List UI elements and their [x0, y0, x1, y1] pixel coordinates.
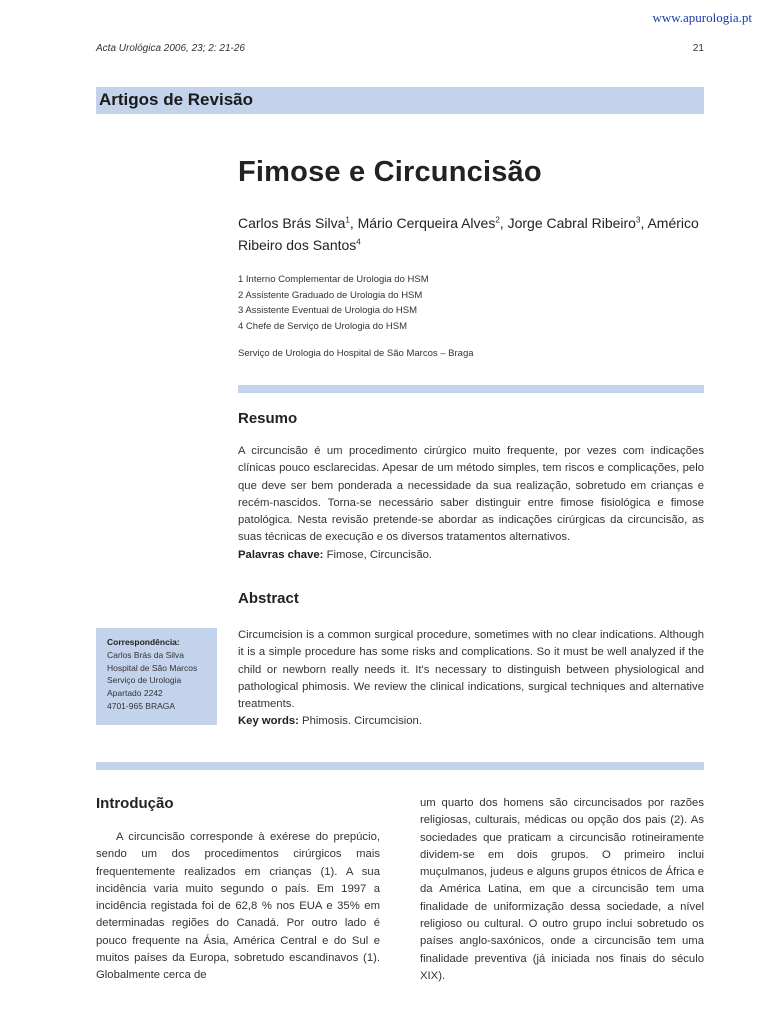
section-label: Artigos de Revisão	[99, 90, 253, 109]
affiliation-list	[238, 272, 429, 334]
author-sup: 4	[356, 237, 361, 247]
author-name: Jorge Cabral Ribeiro	[507, 215, 636, 231]
author-sup: 1	[345, 215, 350, 225]
journal-reference: Acta Urológica 2006, 23; 2: 21-26	[96, 43, 245, 54]
affiliation-item: 4 Chefe de Serviço de Urologia do HSM	[238, 320, 407, 332]
correspondence-line: Serviço de Urologia	[107, 675, 182, 686]
author-list: Carlos Brás Silva$^1$, Mário Cerqueira Alves$^2$, Jorge Cabral Ribeiro$^3$, Américo Ribeiro dos Santos$^4$	[238, 215, 699, 253]
article-title: Fimose e Circuncisão	[238, 156, 542, 188]
author-sup: 3	[635, 215, 641, 225]
keywords-label: Palavras chave:	[238, 548, 324, 561]
resumo-keywords	[238, 547, 704, 564]
resumo-heading: Resumo	[238, 410, 298, 427]
keywords-value: Fimose, Circuncisão.	[326, 548, 433, 561]
correspondence-line: Carlos Brás da Silva	[107, 649, 185, 660]
correspondence-line: 4701-965 BRAGA	[107, 700, 176, 711]
hospital-service: Serviço de Urologia do Hospital de São Marcos – Braga	[238, 348, 474, 359]
abstract-keywords	[238, 713, 704, 730]
introducao-left-column: A circuncisão corresponde à exérese do prepúcio, sendo um dos procedimentos cirúrgicos mais frequentemente realizados em crianças (1). A sua incidência varia muito segundo o país. Em 1997 a incidência registada foi de 62,8 % nos EUA e 35% em determinadas regiões do Canadá. Por outro lado é pouco frequente na Ásia, América Central e do Sul e muitos países da Europa, sobretudo escandinavos (1). Globalmente cerca de	[96, 831, 380, 982]
divider-bar	[96, 762, 704, 770]
introducao-right-column: um quarto dos homens são circuncisados por razões religiosas, culturais, médicas ou opção dos pais (2). As sociedades que praticam a circuncisão rotineiramente dividem-se em dois grupos. O primeiro inclui muçulmanos, judeus e alguns grupos étnicos de África e da América Latina, em que a circuncisão tem uma finalidade de uniformização dessa sociedade, a nível religioso ou cultural. O outro grupo inclui sobretudo os países anglo-saxónicos, onde a circuncisão tem uma finalidade preventiva (já iniciada nos finais do século XIX).	[420, 797, 704, 982]
affiliation-item: 1 Interno Complementar de Urologia do HSM	[238, 274, 429, 285]
abstract-heading: Abstract	[238, 590, 299, 607]
site-url-link[interactable]: www.apurologia.pt	[652, 10, 752, 25]
resumo-body	[238, 443, 704, 564]
correspondence-line: Apartado 2242	[107, 688, 163, 699]
keywords-value: Phimosis. Circumcision.	[302, 715, 422, 728]
correspondence-box	[96, 628, 217, 725]
resumo-text: A circuncisão é um procedimento cirúrgico muito frequente, por vezes com indicações clínicas pouco esclarecidas. Apesar de um método simples, tem riscos e complicações, pelo que deve ser bem ponderada a necessidade da sua realização, sobretudo em crianças e recém-nascidos. Torna-se necessário saber distinguir entre fimose fisiológica e fimose patológica. Nesta revisão pretende-se abordar as indicações cirúrgicas da circuncisão, as suas técnicas de execução e os diversos tratamentos alternativos.	[238, 445, 704, 544]
author-sup: 2	[495, 215, 500, 225]
abstract-text: Circumcision is a common surgical procedure, sometimes with no clear indications. Although it is a simple procedure has some risks and complications. So it must be well analyzed if the child or newborn really needs it. It's necessary to distinguish between physiological and pathological phimosis. We review the clinical indications, surgical techniques and alternative treatments.	[238, 629, 704, 711]
abstract-body	[238, 627, 704, 731]
author-name: Carlos Brás Silva	[238, 215, 346, 231]
introducao-heading: Introdução	[96, 795, 174, 812]
correspondence-label: Correspondência:	[107, 637, 180, 647]
divider-bar	[238, 385, 704, 393]
affiliation-item: 3 Assistente Eventual de Urologia do HSM	[238, 305, 418, 316]
correspondence-line: Hospital de São Marcos	[107, 662, 198, 673]
section-banner	[96, 87, 704, 114]
author-name: Mário Cerqueira Alves	[357, 215, 496, 231]
page-number: 21	[692, 43, 704, 54]
author-name: Américo Ribeiro dos Santos	[238, 215, 699, 253]
keywords-label: Key words:	[238, 715, 299, 728]
affiliation-item: 2 Assistente Graduado de Urologia do HSM	[238, 289, 423, 301]
